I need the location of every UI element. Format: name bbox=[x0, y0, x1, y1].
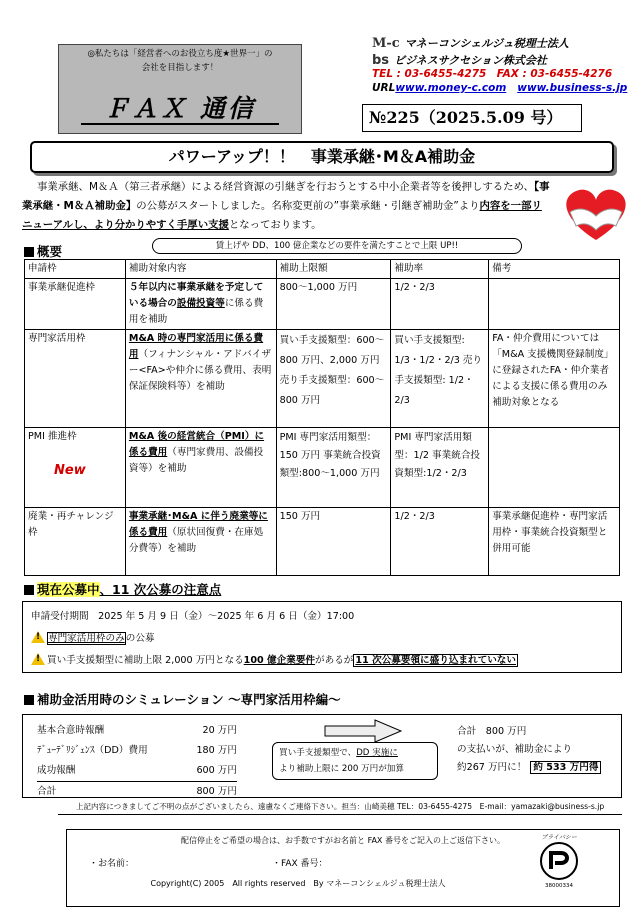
recruit-heading-rest: 、11 次公募の注意点 bbox=[99, 582, 222, 597]
fee-amount: 600 万円 bbox=[196, 765, 237, 776]
callout-bubble: 賃上げや DD、100 億企業などの要件を満たすことで上限 UP!! bbox=[152, 238, 522, 254]
rate-cell: PMI 専門家活用類型：1/2 事業統合投資類型:1/2・2/3 bbox=[391, 428, 489, 508]
content-cell bbox=[125, 279, 276, 330]
fax-field-label: ・FAX 番号： bbox=[272, 859, 328, 869]
contact-line: 上記内容につきましてご不明の点がございましたら、遠慮なくご連絡下さい。担当：山崎美穂 TEL：03-6455-4275 E-mail：yamazaki@business-s.jp bbox=[58, 800, 622, 815]
frame-label: PMI 推進枠 bbox=[28, 431, 77, 442]
fee-amount: 20 万円 bbox=[202, 725, 237, 736]
banner-title: パワーアップ！！ 事業承継･M＆A補助金 bbox=[30, 141, 614, 173]
table-row bbox=[25, 279, 620, 330]
intro-text-1: 事業承継、M＆Ａ（第三者承継）による経営資源の引継ぎを行おうとする中小企業者等を後押しするため、 bbox=[37, 181, 534, 193]
content-cell bbox=[125, 508, 276, 576]
rate-cell: 買い手支援類型: 1/3・1/2・2/3 売り手支援類型: 1/2・2/3 bbox=[391, 330, 489, 428]
money-c-logo-icon: M-c bbox=[372, 36, 400, 51]
phone-fax: TEL : 03-6455-4275 FAX : 03-6455-4276 bbox=[372, 68, 613, 80]
recruit-heading bbox=[24, 580, 221, 598]
content-cell bbox=[125, 330, 276, 428]
fee-row bbox=[37, 741, 237, 761]
fee-label: 基本合意時報酬 bbox=[37, 725, 105, 736]
rate-cell: 1/2・2/3 bbox=[391, 279, 489, 330]
note-cell bbox=[489, 279, 620, 330]
privacy-mark-label: プライバシー bbox=[541, 834, 577, 841]
warning-icon bbox=[31, 653, 45, 665]
intro-text-3: の公募がスタートしました。名称変更前の”事業承継・引継ぎ補助金”より bbox=[136, 200, 480, 212]
fee-label: 成功報酬 bbox=[37, 765, 76, 776]
content-cell bbox=[125, 428, 276, 508]
result-line-1: 合計 800 万円 bbox=[457, 726, 527, 737]
privacy-mark-symbol-icon bbox=[539, 841, 579, 881]
table-row bbox=[25, 508, 620, 576]
name-field[interactable] bbox=[167, 866, 257, 867]
limit-cell: 800～1,000 万円 bbox=[276, 279, 391, 330]
column-header: 申請枠 bbox=[25, 260, 126, 279]
slogan bbox=[59, 47, 301, 75]
note-cell: 事業承継促進枠・専門家活用枠・事業統合投資類型と併用可能 bbox=[489, 508, 620, 576]
new-badge: New bbox=[54, 463, 86, 478]
note1-rest: の公募 bbox=[125, 633, 155, 644]
intro-text-4: 内容を一部リニューアルし、より分かりやすく手厚い支援 bbox=[22, 200, 542, 231]
note1-underlined: 専門家活用枠のみ bbox=[48, 633, 125, 644]
content-rest: （フィナンシャル・アドバイザー<FA>や仲介に係る費用、表明保証保険料等）を補助 bbox=[128, 349, 272, 392]
frame-cell: 事業承継促進枠 bbox=[25, 279, 126, 330]
issue-number: №225（2025.5.09 号） bbox=[362, 104, 582, 132]
limit-cell: 買い手支援類型：600～800 万円、2,000 万円 売り手支援類型：600～800 万円 bbox=[276, 330, 391, 428]
unsubscribe-box bbox=[66, 829, 620, 907]
overview-heading bbox=[24, 242, 62, 260]
recruit-heading-highlight: 現在公募中 bbox=[37, 582, 100, 597]
limit-cell: 150 万円 bbox=[276, 508, 391, 576]
company-name-1: マネーコンシェルジュ税理士法人 bbox=[404, 37, 569, 50]
header-slogan-panel bbox=[58, 44, 302, 134]
simulation-result bbox=[457, 723, 601, 777]
simulation-heading bbox=[24, 690, 341, 708]
note-text-b: DD 実施に bbox=[356, 748, 398, 758]
result-line-3: 約267 万円に！ bbox=[457, 762, 527, 773]
fee-total-amount: 800 万円 bbox=[196, 786, 237, 797]
note-cell bbox=[489, 428, 620, 508]
url-money-c-link[interactable]: www.money-c.com bbox=[395, 82, 507, 94]
note2-text-c: があるが bbox=[315, 655, 354, 666]
arrow-right-icon bbox=[323, 719, 403, 743]
content-bold: ５年以内に事業承継を予定している場合の bbox=[128, 282, 264, 309]
fee-row bbox=[37, 721, 237, 741]
intro-paragraph bbox=[22, 178, 552, 235]
content-rest: （原状回復費・在庫処分費等）を補助 bbox=[128, 527, 264, 554]
business-s-logo-icon: bs bbox=[372, 53, 390, 68]
column-header: 補助上限額 bbox=[276, 260, 391, 279]
note-cell: FA・仲介費用については「M&A 支援機関登録制度」に登録されたFA・仲介業者による支援に係る費用のみ補助対象となる bbox=[489, 330, 620, 428]
warning-icon bbox=[31, 631, 45, 643]
company-name-2: ビジネスサクセション株式会社 bbox=[394, 54, 547, 67]
privacy-mark-number: 38000334 bbox=[545, 883, 573, 889]
unsubscribe-text: 配信停止をご希望の場合は、お手数ですがお名前と FAX 番号をご記入の上ご返信下さい。 bbox=[181, 836, 505, 845]
recruit-note-1 bbox=[31, 630, 155, 644]
recruit-box bbox=[22, 601, 622, 673]
heart-hands-icon bbox=[556, 182, 636, 244]
note2-text-d: 11 次公募要領に盛り込まれていない bbox=[355, 655, 516, 666]
content-underlined: 設備投資等 bbox=[176, 298, 225, 309]
privacy-mark-icon bbox=[535, 832, 583, 904]
table-row bbox=[25, 428, 620, 508]
content-bold: M&A 後の経営統合（PMI）に係る費用 bbox=[128, 431, 265, 458]
note2-text-b: 100 億企業要件 bbox=[243, 655, 316, 666]
slogan-line-2: 会社を目指します！ bbox=[141, 63, 219, 73]
copyright: Copyright(C) 2005 All rights reserved By マネーコンシェルジュ税理士法人 bbox=[150, 879, 446, 888]
note2-text-a: 買い手支援類型に補助上限 2,000 万円となる bbox=[47, 655, 244, 666]
overview-table bbox=[24, 259, 620, 576]
fee-total-label: 合計 bbox=[37, 786, 57, 797]
simulation-heading-text: 補助金活用時のシミュレーション ～専門家活用枠編～ bbox=[37, 692, 341, 707]
fee-row bbox=[37, 761, 237, 782]
column-header: 補助率 bbox=[391, 260, 489, 279]
company-logo-area bbox=[370, 32, 630, 102]
table-row bbox=[25, 330, 620, 428]
fee-total-row bbox=[37, 782, 237, 802]
column-header: 備考 bbox=[489, 260, 620, 279]
fax-title: ＦＡＸ 通信 bbox=[104, 94, 256, 123]
note-text-a: 買い手支援類型で、 bbox=[279, 748, 357, 758]
limit-cell: PMI 専門家活用類型：150 万円 事業統合投資類型:800～1,000 万円 bbox=[276, 428, 391, 508]
recruit-note-2 bbox=[31, 652, 518, 666]
savings-badge: 約 533 万円得 bbox=[530, 761, 601, 774]
title-underline bbox=[81, 123, 279, 125]
note-text-c: より補助上限に 200 万円が加算 bbox=[279, 764, 404, 774]
frame-cell: 廃業・再チャレンジ枠 bbox=[25, 508, 126, 576]
slogan-line-1: ◎私たちは「経営者へのお役立ち度★世界一」の bbox=[87, 49, 273, 59]
content-bold: M&A 時の専門家活用に係る費用 bbox=[128, 333, 264, 360]
rate-cell: 1/2・2/3 bbox=[391, 508, 489, 576]
url-label: URL bbox=[372, 82, 396, 94]
result-line-2: の支払いが、補助金により bbox=[457, 744, 573, 755]
content-rest: に係る費用を補助 bbox=[128, 298, 264, 325]
fax-field[interactable] bbox=[337, 866, 487, 867]
fee-list bbox=[37, 721, 237, 802]
name-field-label: ・お名前： bbox=[89, 859, 135, 869]
frame-cell bbox=[25, 428, 126, 508]
url-business-s-link[interactable]: www.business-s.jp bbox=[517, 82, 628, 94]
fee-label: ﾃﾞｭｰﾃﾞﾘｼﾞｪﾝｽ（DD）費用 bbox=[37, 745, 148, 756]
overview-heading-text: 概要 bbox=[37, 244, 63, 259]
content-rest: （専門家費用、設備投資等）を補助 bbox=[128, 447, 264, 474]
simulation-note bbox=[272, 742, 438, 780]
content-bold: 事業承継･M&A に伴う廃業等に係る費用 bbox=[128, 511, 268, 538]
column-header: 補助対象内容 bbox=[125, 260, 276, 279]
table-header-row bbox=[25, 260, 620, 279]
recruit-period: 申請受付期間 2025 年 5 月 9 日（金）～2025 年 6 月 6 日（金）17:00 bbox=[31, 611, 355, 622]
intro-text-2: 【事業承継・M＆Ａ補助金】 bbox=[22, 181, 550, 212]
intro-text-5: となっております。 bbox=[228, 219, 322, 231]
fee-amount: 180 万円 bbox=[196, 745, 237, 756]
frame-cell: 専門家活用枠 bbox=[25, 330, 126, 428]
